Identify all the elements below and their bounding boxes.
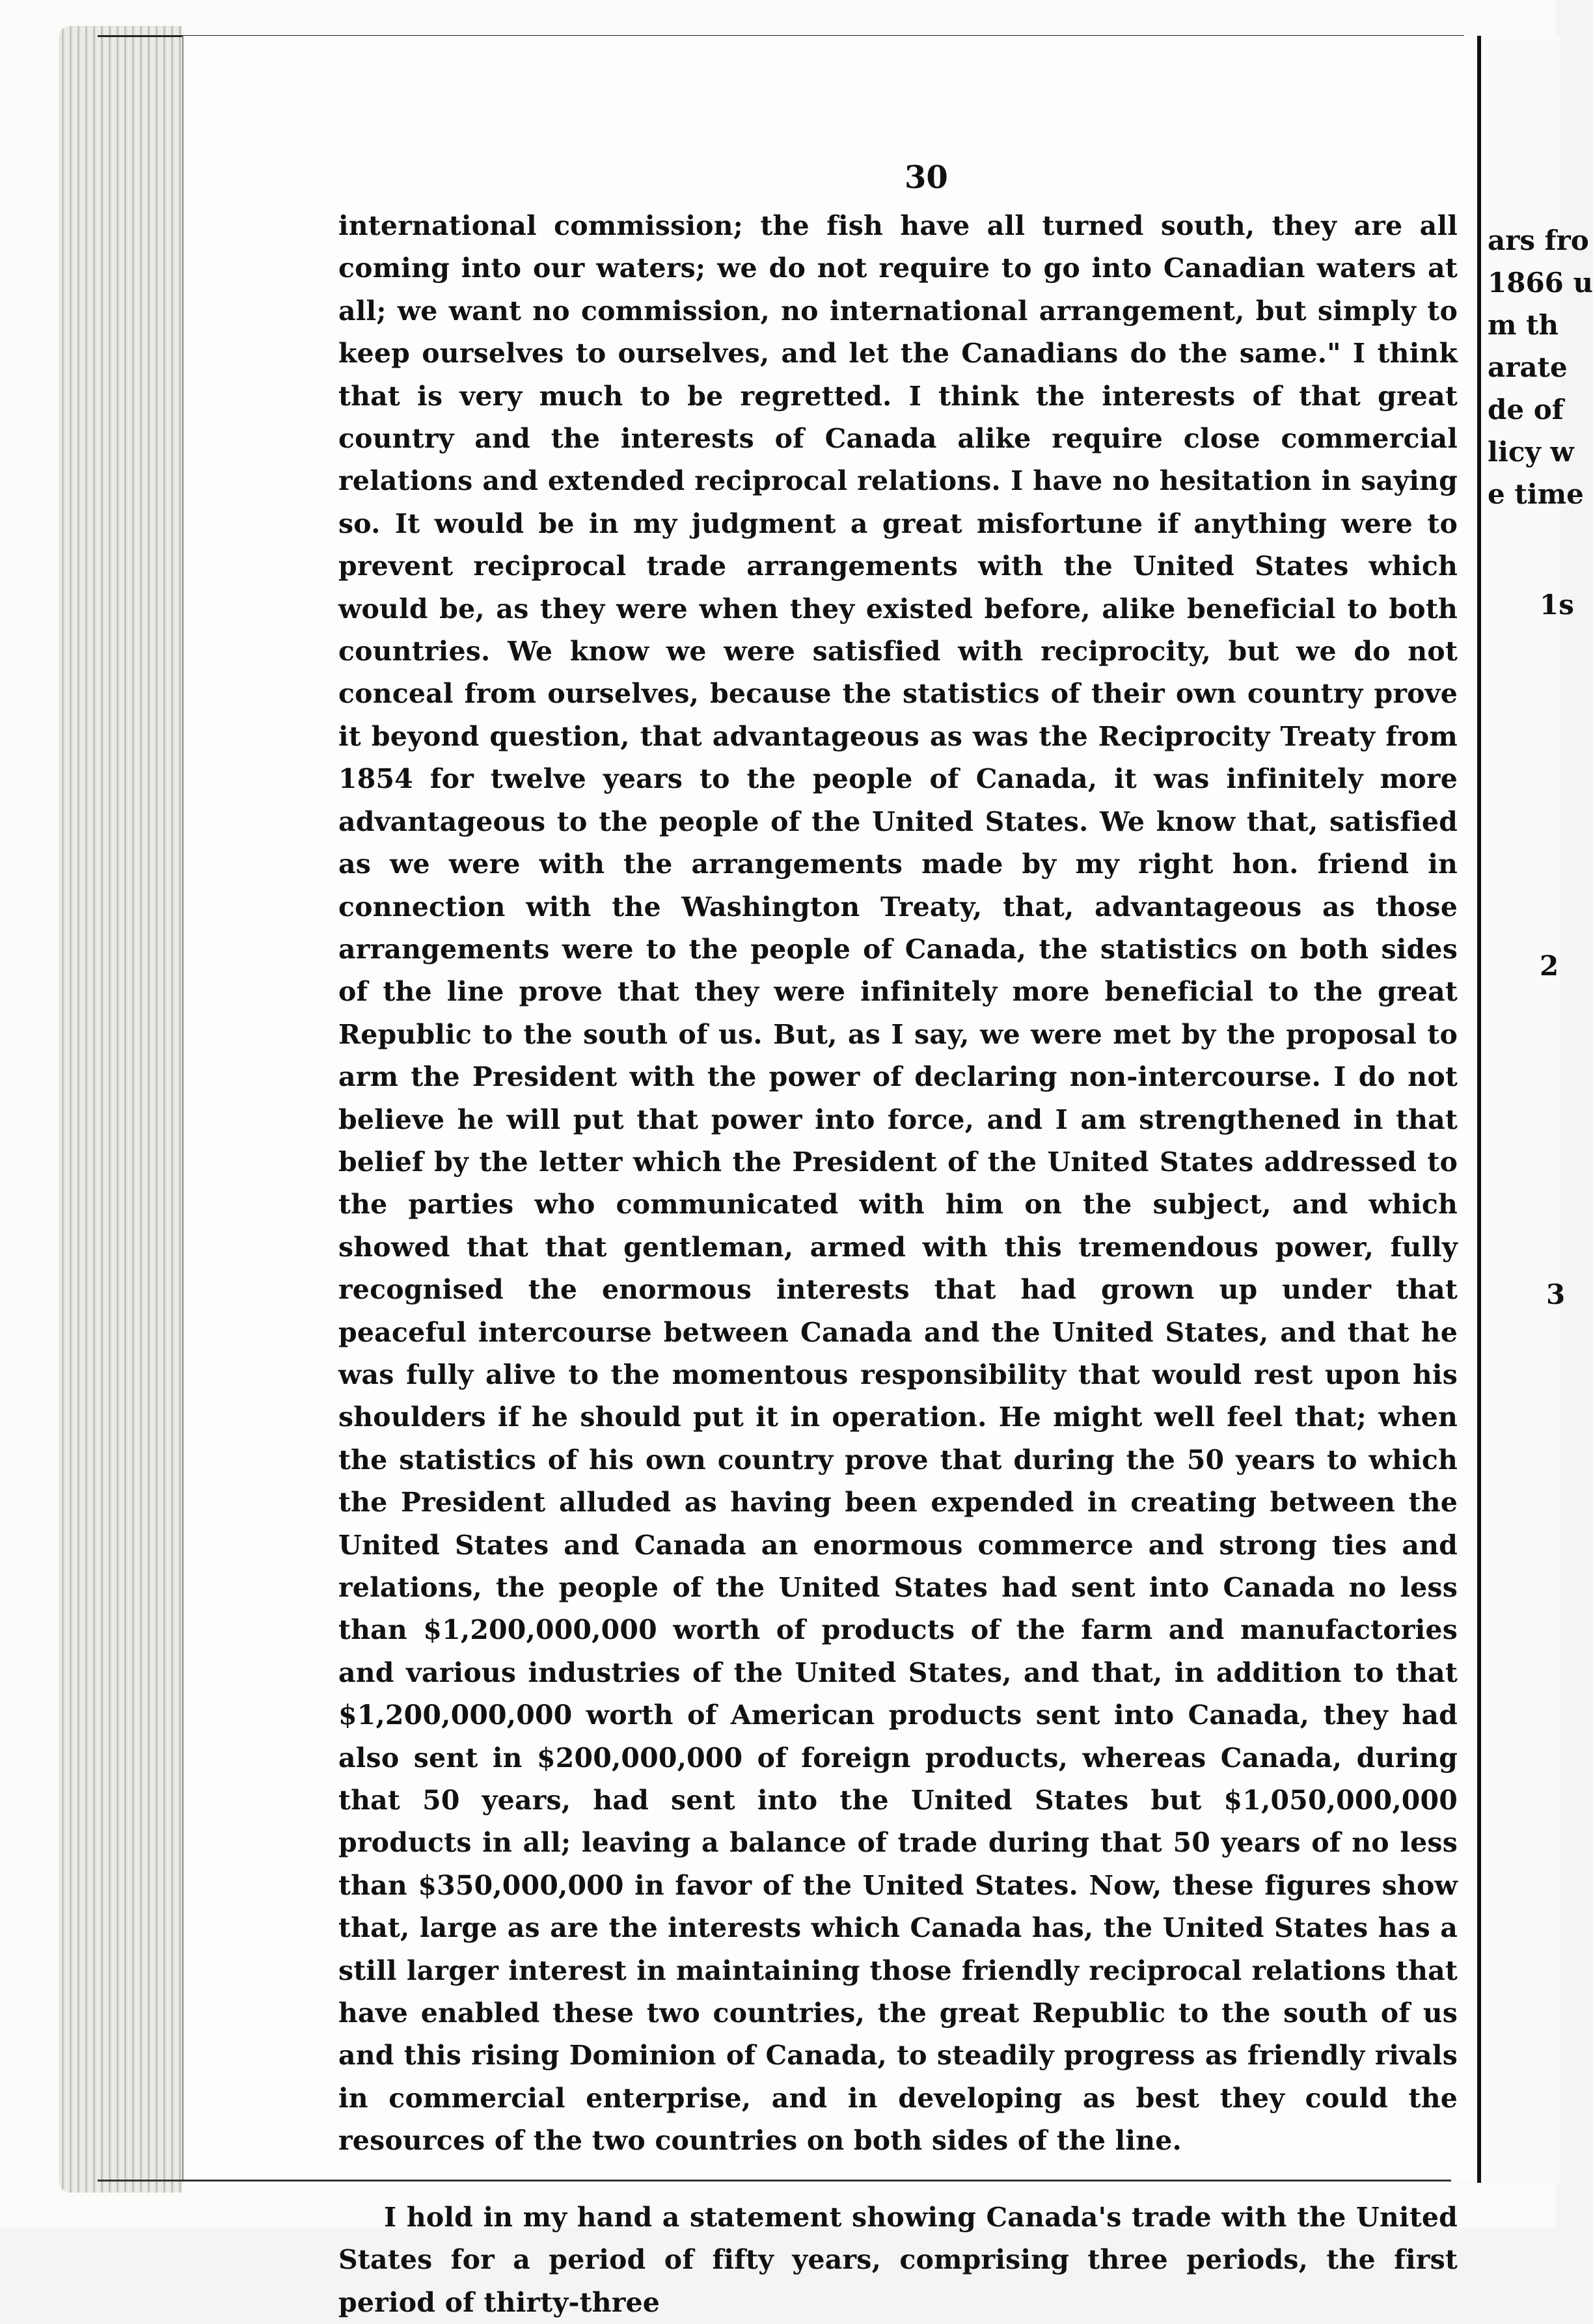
book-page-edges (59, 26, 182, 2193)
adjacent-fragment: 1866 u (1488, 267, 1593, 299)
book-top-edge (98, 20, 1464, 37)
paragraph-2: I hold in my hand a statement showing Canada's trade with the United States for a period of fifty years, comprising three periods, the first period of thirty-three (338, 2201, 1458, 2318)
adjacent-fragment: de of (1488, 394, 1564, 426)
adjacent-fragment: 2 (1540, 950, 1559, 982)
adjacent-fragment: licy w (1488, 436, 1574, 468)
adjacent-page-strip (1477, 36, 1593, 2183)
adjacent-fragment: ars fro (1488, 224, 1589, 256)
page-number: 30 (905, 159, 948, 196)
adjacent-fragment: arate (1488, 351, 1568, 383)
adjacent-fragment: e time (1488, 478, 1584, 510)
adjacent-fragment: 1s (1540, 589, 1574, 621)
adjacent-fragment: 3 (1546, 1278, 1566, 1310)
body-text (338, 205, 1458, 2324)
paragraph-1: international commission; the fish have all turned south, they are all coming into our waters; we do not require to go into Canadian waters at all; we want no commission, no international arrangement, but simply to keep ourselves to ourselves, and let the Canadians do the same." I think that is very much to be regretted. I think the interests of that great country and the interests of Canada alike require close commercial relations and extended reciprocal relations. I have no hesitation in saying so. It would be in my judgment a great misfortune if anything were to prevent reciprocal trade arrangements with the United States which would be, as they were when they existed before, alike beneficial to both countries. We know we were satisfied with reciprocity, but we do not conceal from ourselves, because the statistics of their own country prove it beyond question, that advantageous as was the Reciprocity Treaty from 1854 for twelve years to the people of Canada, it was infinitely more advantageous to the people of the United States. We know that, satisfied as we were with the arrangements made by my right hon. friend in connection with the Washington Treaty, that, advantageous as those arrangements were to the people of Canada, the statistics on both sides of the line prove that they were infinitely more beneficial to the great Republic to the south of us. But, as I say, we were met by the proposal to arm the President with the power of declaring non-intercourse. I do not believe he will put that power into force, and I am strengthened in that belief by the letter which the President of the United States addressed to the parties who communicated with him on the subject, and which showed that that gentleman, armed with this tremendous power, fully recognised the enormous interests that had grown up under that peaceful intercourse between Canada and the United States, and that he was fully alive to the momentous responsibility that would rest upon his shoulders if he should put it in operation. He might well feel that; when the statistics of his own country prove that during the 50 years to which the President alluded as having been expended in creating between the United States and Canada an enormous commerce and strong ties and relations, the people of the United States had sent into Canada no less than $1,200,000,000 worth of products of the farm and manufactories and various industries of the United States, and that, in addition to that $1,200,000,000 worth of American products sent into Canada, they had also sent in $200,000,000 of foreign products, whereas Canada, during that 50 years, had sent into the United States but $1,050,000,000 products in all; leaving a balance of trade during that 50 years of no less than $350,000,000 in favor of the United States. Now, these figures show that, large as are the interests which Canada has, the United States has a still larger interest in maintaining those friendly reciprocal relations that have enabled these two countries, the great Republic to the south of us and this rising Dominion of Canada, to steadily progress as friendly rivals in commercial enterprise, and in developing as best they could the resources of the two countries on both sides of the line. (338, 210, 1458, 2157)
adjacent-fragment: m th (1488, 309, 1559, 341)
